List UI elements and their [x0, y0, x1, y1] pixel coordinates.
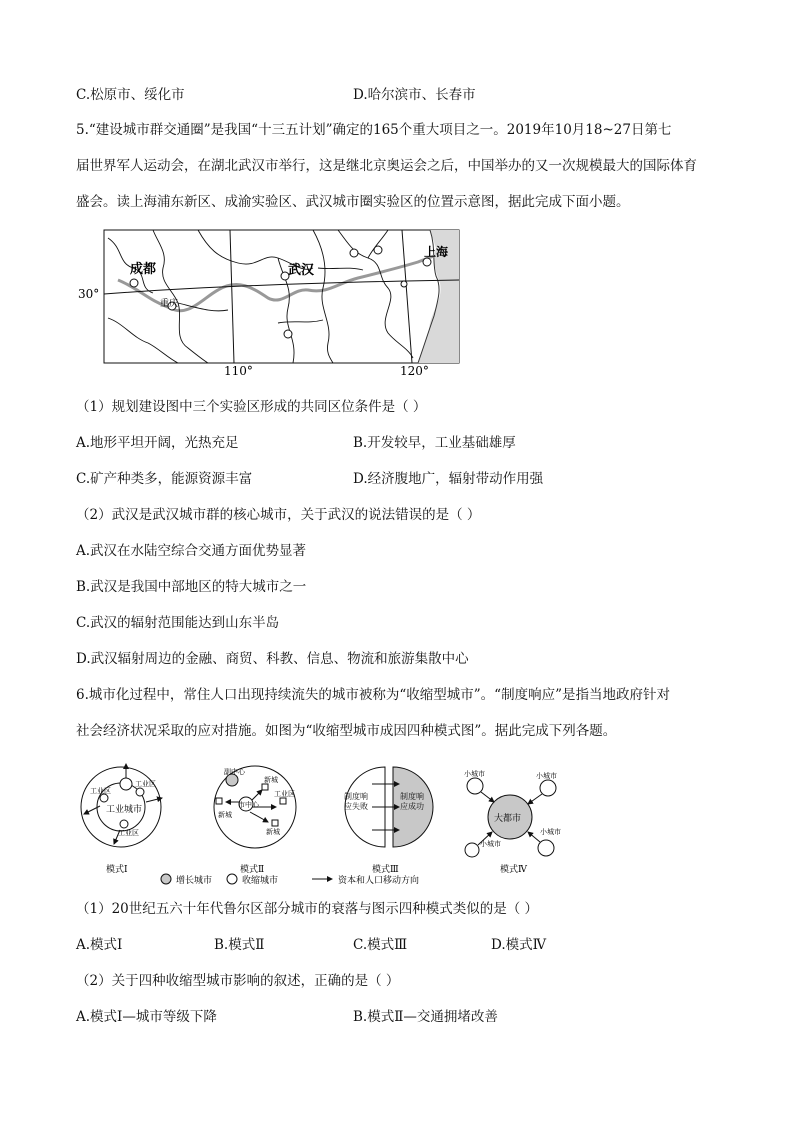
q6-1-option-c: C.模式Ⅲ — [353, 937, 408, 953]
m3-left: 制度响应失败 — [344, 792, 368, 811]
map-label-chongqing: 重庆 — [160, 299, 179, 309]
map-lon-110: 110° — [224, 364, 253, 378]
map-label-chengdu: 成都 — [130, 262, 157, 277]
legend-grow: 增长城市 — [176, 876, 213, 886]
q6-1-stem: （1）20世纪五六十年代鲁尔区部分城市的衰落与图示四种模式类似的是（ ） — [76, 901, 539, 917]
m2-newcity-1: 新城 — [264, 776, 278, 784]
m3-right: 制度响应成功 — [400, 792, 424, 811]
m2-label: 模式Ⅱ — [240, 865, 265, 875]
q5-1-option-a: A.地形平坦开阔，光热充足 — [76, 435, 239, 451]
m4-small-3: 小城市 — [480, 840, 501, 848]
q5-2-option-d: D.武汉辐射周边的金融、商贸、科教、信息、物流和旅游集散中心 — [76, 651, 469, 667]
m2-industrial: 工业区 — [274, 790, 295, 798]
q5-text-3: 盛会。读上海浦东新区、成渝实验区、武汉城市圈实验区的位置示意图，据此完成下面小题。 — [76, 194, 630, 210]
m4-small-1: 小城市 — [464, 770, 485, 778]
location-map — [78, 228, 468, 378]
q5-1-option-b: B.开发较早，工业基础雄厚 — [353, 435, 516, 451]
shrinking-city-models — [80, 762, 600, 888]
q6-1-option-d: D.模式Ⅳ — [491, 937, 547, 953]
q5-2-stem: （2）武汉是武汉城市群的核心城市，关于武汉的说法错误的是（ ） — [76, 507, 481, 523]
m4-small-2: 小城市 — [536, 772, 557, 780]
q5-1-option-d: D.经济腹地广，辐射带动作用强 — [353, 471, 544, 487]
option-d: D.哈尔滨市、长春市 — [353, 87, 476, 103]
m1-industrial-1: 工业区 — [90, 787, 111, 795]
m1-industrial-3: 工业区 — [118, 829, 139, 837]
map-lat-30: 30° — [78, 287, 100, 301]
legend-flow: 资本和人口移动方向 — [338, 876, 420, 886]
q6-text-2: 社会经济状况采取的应对措施。如图为“收缩型城市成因四种模式图”。据此完成下列各题。 — [76, 723, 617, 739]
m4-big: 大都市 — [494, 814, 522, 824]
legend-shrink: 收缩城市 — [242, 876, 279, 886]
q6-2-stem: （2）关于四种收缩型城市影响的叙述，正确的是（ ） — [76, 973, 400, 989]
q5-2-option-b: B.武汉是我国中部地区的特大城市之一 — [76, 579, 307, 595]
map-lon-120: 120° — [400, 364, 429, 378]
m3-label: 模式Ⅲ — [372, 865, 399, 875]
q6-1-option-a: A.模式Ⅰ — [76, 937, 123, 953]
q5-2-option-a: A.武汉在水陆空综合交通方面优势显著 — [76, 543, 307, 559]
q5-2-option-c: C.武汉的辐射范围能达到山东半岛 — [76, 615, 280, 631]
q6-text-1: 6.城市化过程中，常住人口出现持续流失的城市被称为“收缩型城市”。“制度响应”是指当地政府针对 — [76, 687, 670, 703]
m2-newcity-2: 新城 — [218, 811, 232, 819]
q5-text-2: 届世界军人运动会，在湖北武汉市举行，这是继北京奥运会之后，中国举办的又一次规模最大的国际体育 — [76, 158, 697, 174]
q5-1-stem: （1）规划建设图中三个实验区形成的共同区位条件是（ ） — [76, 399, 427, 415]
m1-industrial-2: 工业区 — [135, 780, 156, 788]
m1-label: 模式Ⅰ — [106, 865, 128, 875]
m2-oldcenter: 副中心 — [224, 768, 245, 776]
m1-center: 工业城市 — [106, 805, 143, 815]
m4-small-4: 小城市 — [540, 828, 561, 836]
m2-center: 市中心 — [238, 801, 259, 809]
q5-1-option-c: C.矿产种类多，能源资源丰富 — [76, 471, 253, 487]
m4-label: 模式Ⅳ — [500, 865, 527, 875]
q6-2-option-a: A.模式Ⅰ—城市等级下降 — [76, 1009, 217, 1025]
q6-1-option-b: B.模式Ⅱ — [214, 937, 265, 953]
m2-newcity-3: 新城 — [266, 828, 280, 836]
option-c: C.松原市、绥化市 — [76, 87, 185, 103]
map-label-shanghai: 上海 — [424, 245, 449, 259]
map-label-wuhan: 武汉 — [288, 263, 315, 278]
q6-2-option-b: B.模式Ⅱ—交通拥堵改善 — [353, 1009, 498, 1025]
q5-text-1: 5.“建设城市群交通圈”是我国“十三五计划”确定的165个重大项目之一。2019年10月18~27日第七 — [76, 122, 672, 138]
